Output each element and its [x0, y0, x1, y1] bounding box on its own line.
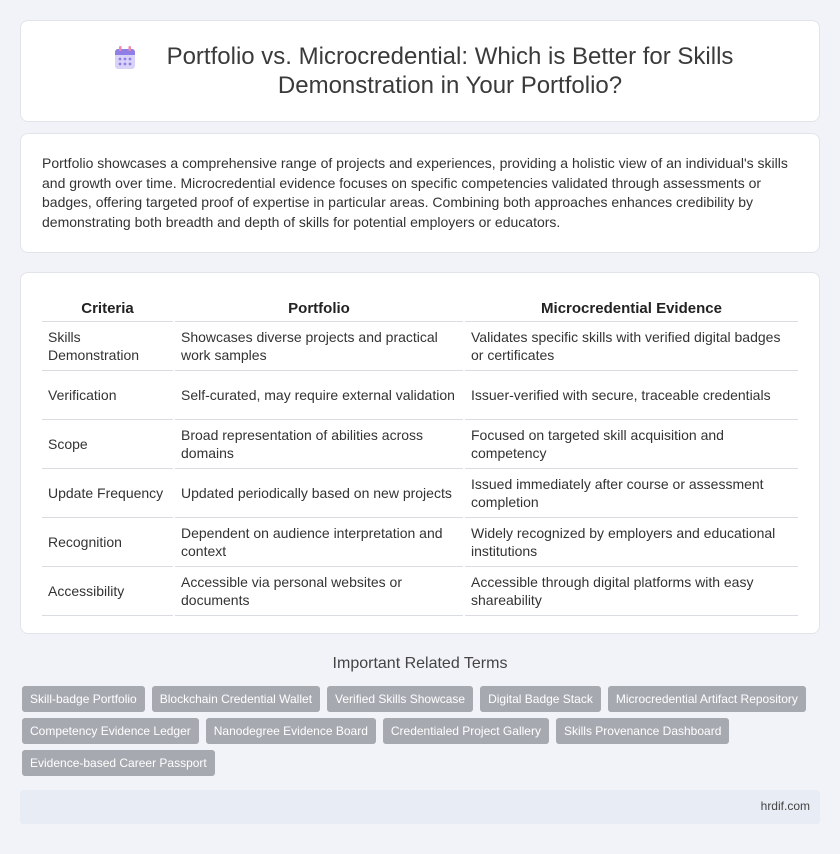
cell-portfolio: Dependent on audience interpretation and context	[174, 517, 464, 566]
comparison-card	[20, 272, 820, 634]
related-term-tag[interactable]: Credentialed Project Gallery	[383, 718, 549, 744]
table-row	[42, 321, 798, 370]
related-term-tag[interactable]: Microcredential Artifact Repository	[608, 686, 806, 712]
table-row	[42, 566, 798, 615]
table-row	[42, 370, 798, 419]
cell-microcredential: Accessible through digital platforms with easy shareability	[464, 566, 798, 615]
cell-microcredential: Issuer-verified with secure, traceable credentials	[464, 370, 798, 419]
footer-bar	[20, 790, 820, 824]
header-portfolio: Portfolio	[174, 297, 464, 321]
related-term-tag[interactable]: Competency Evidence Ledger	[22, 718, 199, 744]
related-term-tag[interactable]: Skills Provenance Dashboard	[556, 718, 729, 744]
header-criteria: Criteria	[42, 297, 174, 321]
cell-criteria: Skills Demonstration	[42, 321, 174, 370]
related-term-tag[interactable]: Skill-badge Portfolio	[22, 686, 145, 712]
related-term-tag[interactable]: Digital Badge Stack	[480, 686, 601, 712]
related-term-tag[interactable]: Verified Skills Showcase	[327, 686, 473, 712]
table-row	[42, 419, 798, 468]
cell-portfolio: Showcases diverse projects and practical work samples	[174, 321, 464, 370]
cell-criteria: Accessibility	[42, 566, 174, 615]
cell-microcredential: Focused on targeted skill acquisition and competency	[464, 419, 798, 468]
header-microcredential: Microcredential Evidence	[464, 297, 798, 321]
table-header-row	[42, 297, 798, 321]
cell-portfolio: Accessible via personal websites or documents	[174, 566, 464, 615]
table-row	[42, 517, 798, 566]
cell-criteria: Recognition	[42, 517, 174, 566]
footer-site-link[interactable]: hrdif.com	[760, 799, 810, 813]
title-card	[20, 20, 820, 122]
cell-portfolio: Updated periodically based on new projects	[174, 468, 464, 517]
related-term-tag[interactable]: Evidence-based Career Passport	[22, 750, 215, 776]
cell-portfolio: Self-curated, may require external validation	[174, 370, 464, 419]
cell-microcredential: Widely recognized by employers and educational institutions	[464, 517, 798, 566]
related-term-tag[interactable]: Blockchain Credential Wallet	[152, 686, 320, 712]
cell-microcredential: Validates specific skills with verified digital badges or certificates	[464, 321, 798, 370]
comparison-table	[42, 297, 798, 616]
cell-criteria: Update Frequency	[42, 468, 174, 517]
cell-criteria: Verification	[42, 370, 174, 419]
related-terms-list	[22, 686, 822, 782]
cell-microcredential: Issued immediately after course or assessment completion	[464, 468, 798, 517]
cell-criteria: Scope	[42, 419, 174, 468]
page-title: Portfolio vs. Microcredential: Which is Better for Skills Demonstration in Your Portfolio?	[166, 43, 734, 99]
related-terms-heading: Important Related Terms	[332, 655, 508, 672]
intro-paragraph: Portfolio showcases a comprehensive range of projects and experiences, providing a holistic view of an individual's skills and growth over time. Microcredential evidence focuses on specific competencies validated through assessments or badges, offering targeted proof of expertise in particular areas. Combining both approaches enhances credibility by demonstrating both breadth and depth of skills for potential employers or educators.	[42, 155, 788, 230]
related-term-tag[interactable]: Nanodegree Evidence Board	[206, 718, 376, 744]
table-row	[42, 468, 798, 517]
cell-portfolio: Broad representation of abilities across domains	[174, 419, 464, 468]
intro-card	[20, 133, 820, 253]
